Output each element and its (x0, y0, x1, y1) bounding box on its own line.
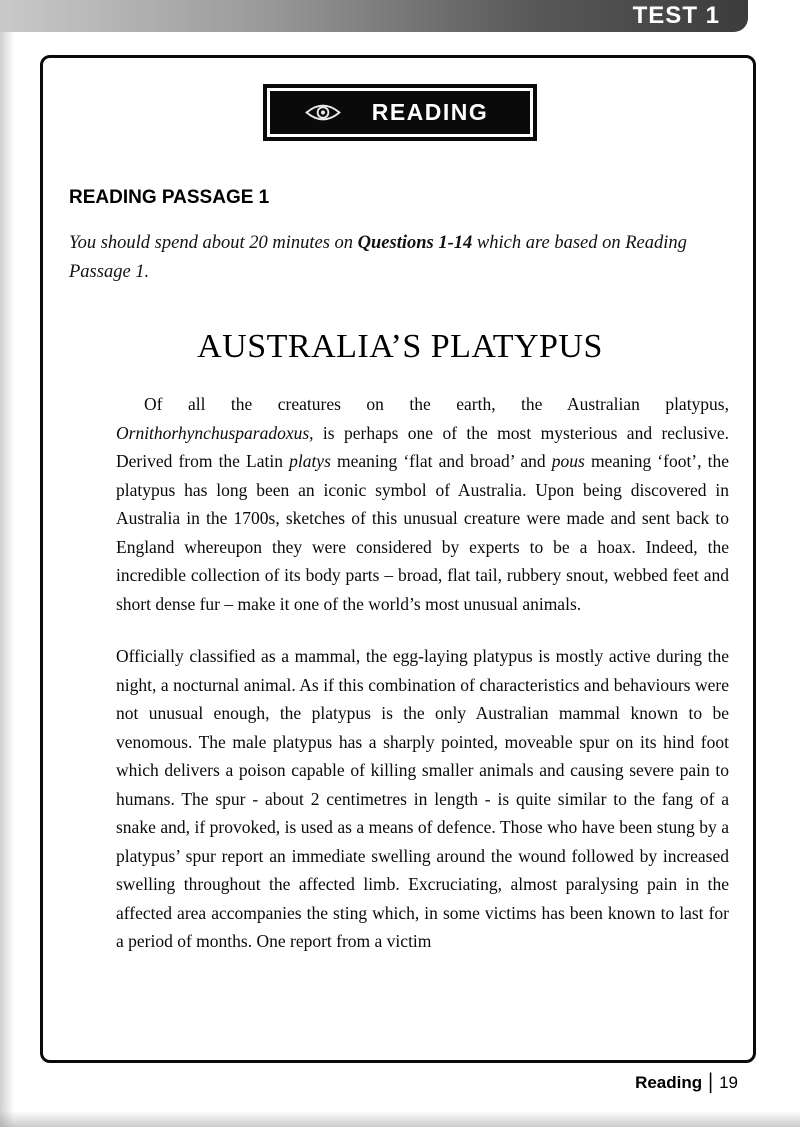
passage-paragraph-2: Officially classified as a mammal, the egg-laying platypus is mostly active during the night, a nocturnal animal. As if this combination of characteristics and behaviours were not unusual enough, the platypus is the only Australian mammal known to be venomous. The male platypus has a sharply pointed, moveable spur on its hind foot which delivers a poison capable of killing smaller animals and causing severe pain to humans. The spur - about 2 centimetres in length - is quite similar to the fang of a snake and, if provoked, is used as a means of defence. Those who have been stung by a platypus’ spur report an immediate swelling around the wound followed by increased swelling throughout the affected limb. Excruciating, almost paralysing pain in the affected area accompanies the sting which, in some victims has been known to last for a period of months. One report from a victim (116, 646, 729, 952)
reading-banner-label: READING (371, 99, 489, 125)
scan-edge-shadow-bottom (0, 1111, 800, 1127)
footer-divider: | (708, 1070, 714, 1095)
page-border-frame (40, 55, 756, 1063)
footer-section-label: Reading (635, 1073, 703, 1092)
passage-paragraph-1: Of all the creatures on the earth, the Australian platypus, Ornithorhynchusparadoxus, is perhaps one of the most mysterious and reclusive. Derived from the Latin platys meaning ‘flat and broad’ and pous meaning ‘foot’, the platypus has long been an iconic symbol of Australia. Upon being discovered in Australia in the 1700s, sketches of this unusual creature were made and sent back to England whereupon they were considered by experts to be a hoax. Indeed, the incredible collection of its body parts – broad, flat tail, rubbery snout, webbed feet and short dense fur – make it one of the world’s most unusual animals. (116, 394, 729, 614)
test-title: TEST 1 (632, 2, 720, 29)
eye-icon (304, 101, 342, 124)
scan-edge-shadow-left (0, 0, 14, 1127)
page-footer (635, 1072, 738, 1094)
footer-page-number: 19 (719, 1073, 738, 1092)
passage-instructions: You should spend about 20 minutes on Questions 1-14 which are based on Reading Passage 1. (69, 233, 687, 282)
reading-banner-inner (270, 91, 531, 134)
reading-banner (263, 84, 538, 141)
passage-heading: READING PASSAGE 1 (69, 187, 270, 208)
test-header-bar (0, 0, 748, 32)
passage-title: AUSTRALIA’S PLATYPUS (197, 328, 603, 366)
